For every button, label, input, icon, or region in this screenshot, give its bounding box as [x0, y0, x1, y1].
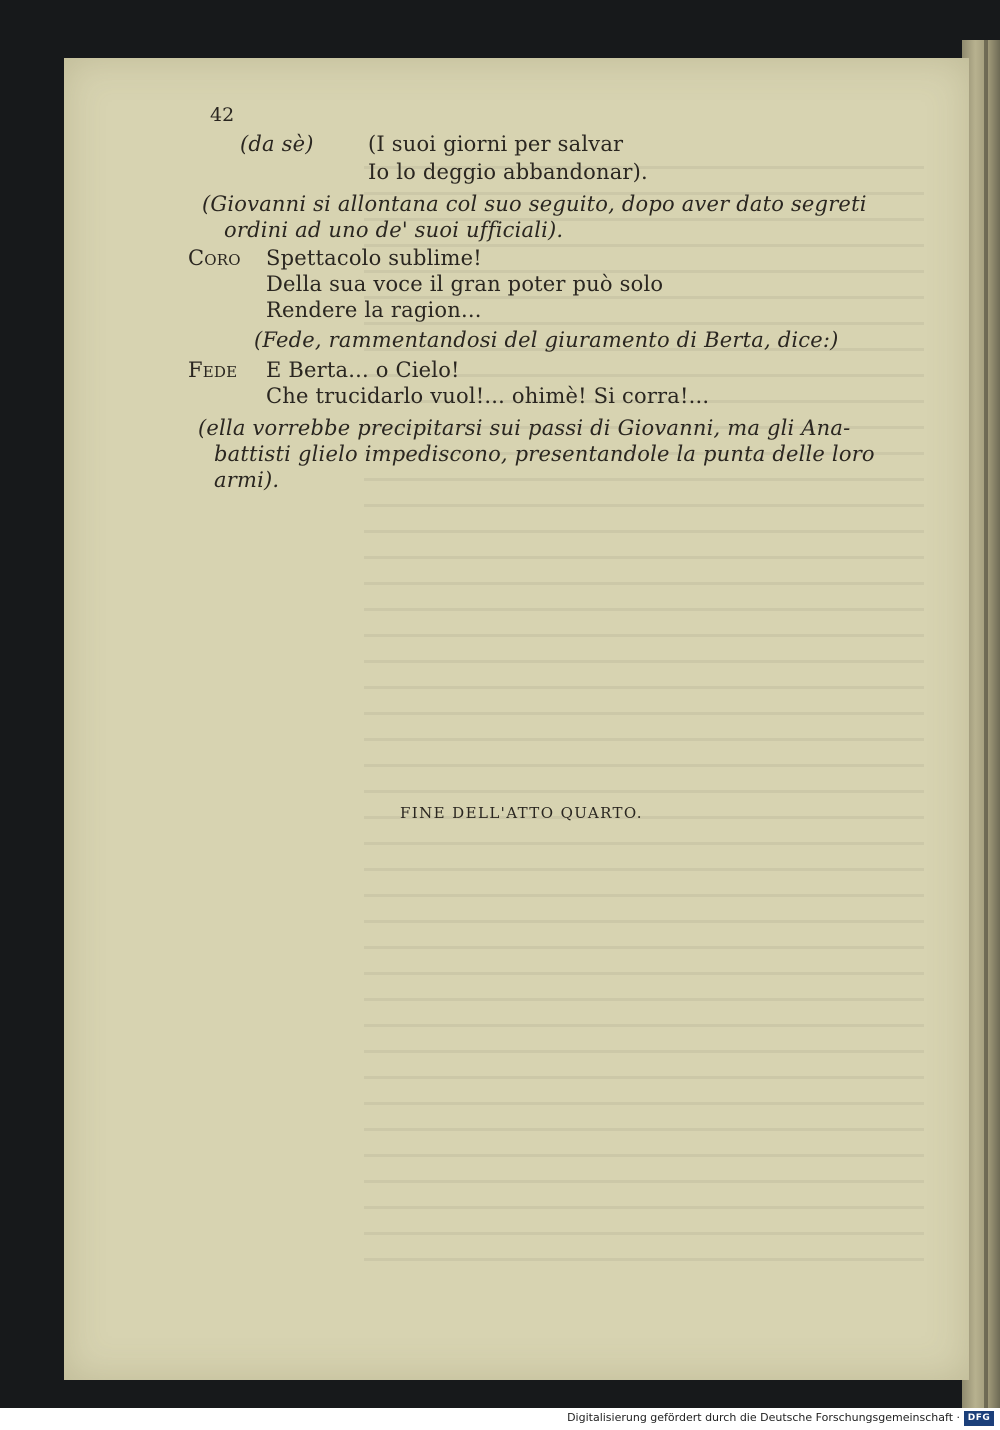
- verse-line: Rendere la ragion...: [266, 298, 482, 322]
- verse-line: Spettacolo sublime!: [266, 246, 482, 270]
- page-number: 42: [210, 104, 235, 126]
- stage-direction-aside: (da sè): [240, 132, 314, 156]
- book-spine-edge: [984, 40, 988, 1408]
- stage-direction: (Giovanni si allontana col suo seguito, dopo aver dato segreti: [202, 192, 867, 216]
- dfg-logo-icon: DFG: [964, 1411, 994, 1426]
- funding-credit: Digitalisierung gefördert durch die Deutsche Forschungsgemeinschaft ·: [567, 1411, 960, 1424]
- speaker-name: Fede: [188, 358, 238, 382]
- stage-direction: armi).: [214, 468, 280, 492]
- stage-direction: (ella vorrebbe precipitarsi sui passi di Giovanni, ma gli Ana-: [198, 416, 851, 440]
- footer-bar: [0, 1408, 1000, 1430]
- verse-line: Che trucidarlo vuol!... ohimè! Si corra!...: [266, 384, 710, 408]
- speaker-name: Coro: [188, 246, 241, 270]
- verse-line: E Berta... o Cielo!: [266, 358, 460, 382]
- verse-line: Della sua voce il gran poter può solo: [266, 272, 664, 296]
- stage-direction: battisti glielo impediscono, presentandole la punta delle loro: [214, 442, 875, 466]
- stage-direction: ordini ad uno de' suoi ufficiali).: [224, 218, 564, 242]
- verse-line: Io lo deggio abbandonar).: [368, 160, 648, 184]
- act-end-title: FINE DELL'ATTO QUARTO.: [400, 804, 643, 822]
- book-page: [64, 58, 969, 1380]
- verse-line: (I suoi giorni per salvar: [368, 132, 624, 156]
- stage-direction: (Fede, rammentandosi del giuramento di Berta, dice:): [254, 328, 839, 352]
